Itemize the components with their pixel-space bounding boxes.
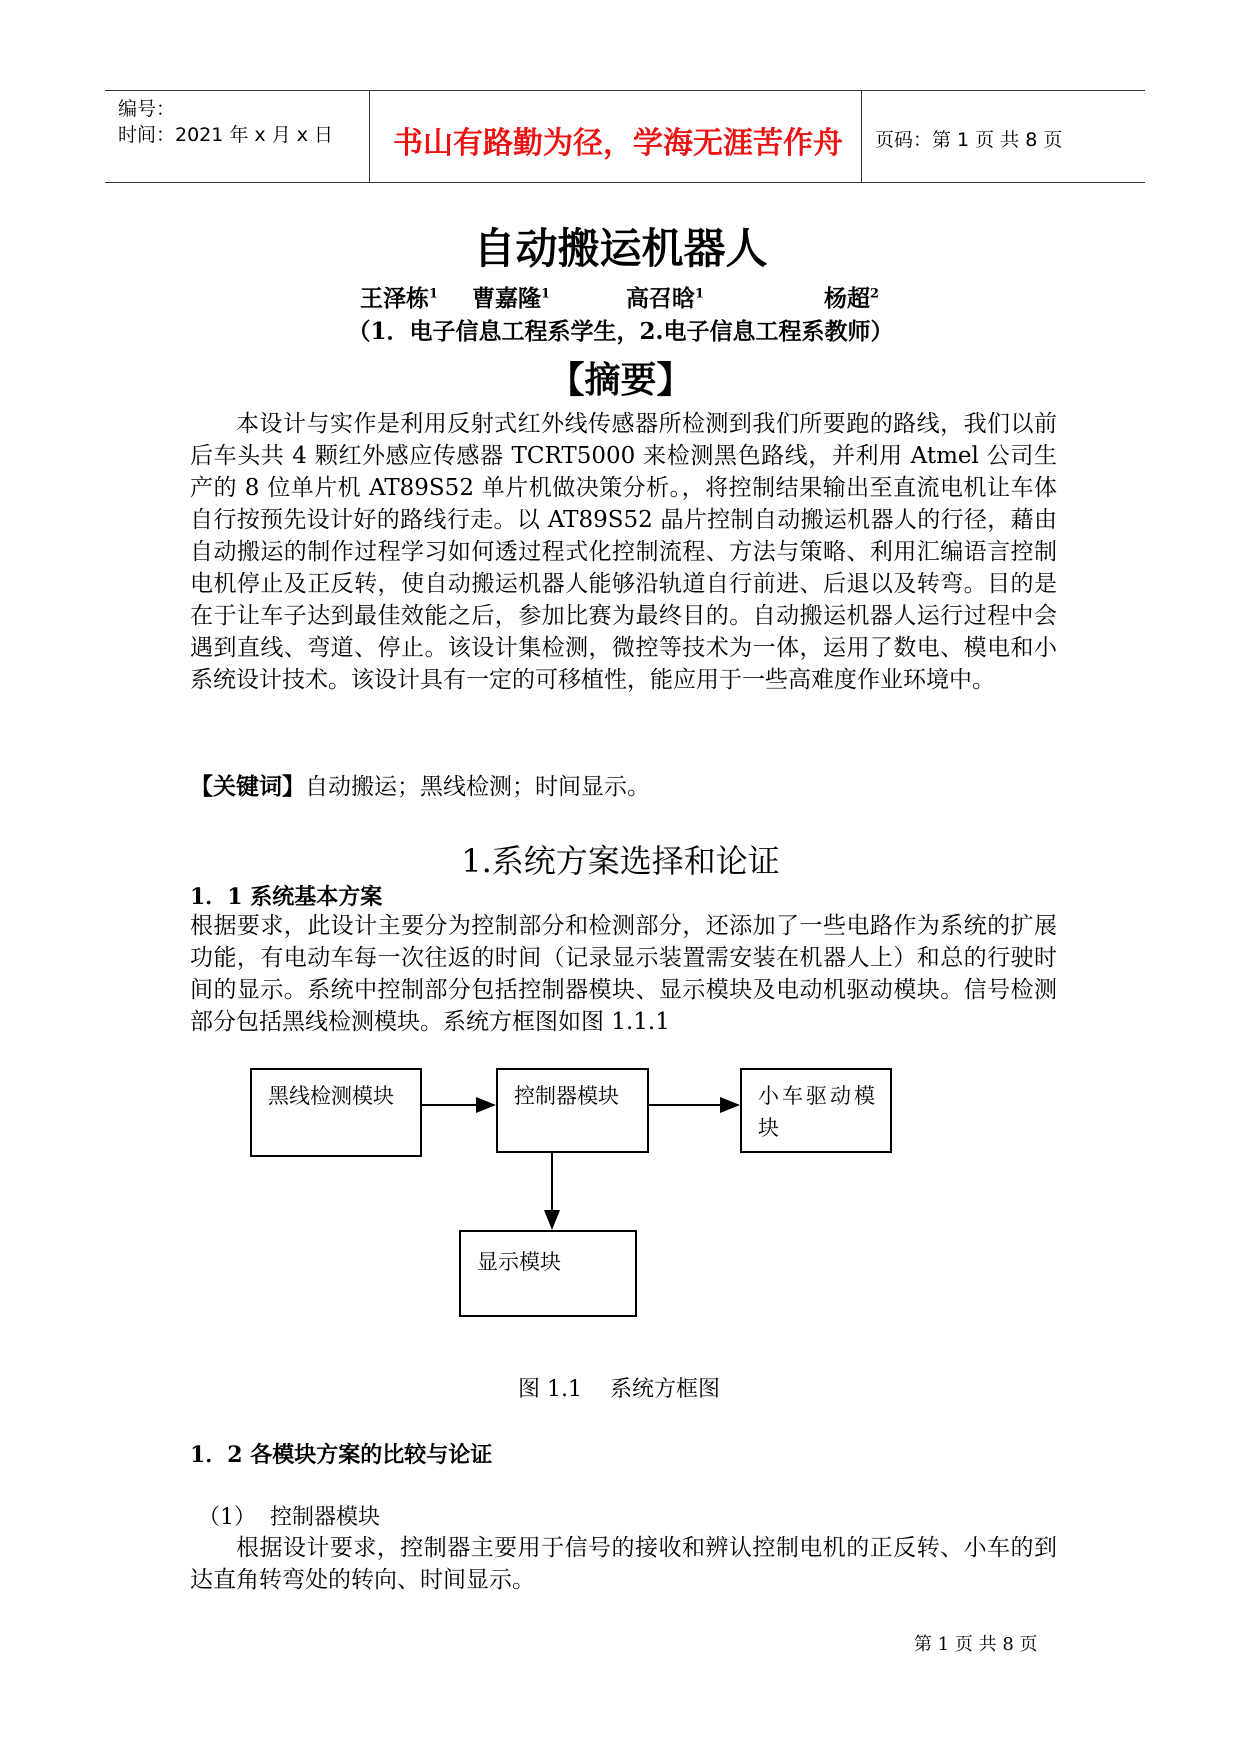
subsection-1-1-body [190,910,1057,1038]
keywords-line [190,768,650,801]
figure-caption: 图 1.1 系统方框图 [518,1377,720,1402]
paper-title: 自动搬运机器人 [473,224,768,273]
affiliation-line: （1．电子信息工程系学生，2.电子信息工程系教师） [347,318,894,345]
author-affiliation-mark: 1 [429,286,439,302]
block-controller-module [496,1068,649,1153]
keywords-text: 自动搬运；黑线检测；时间显示。 [305,774,650,800]
block-display-module [459,1230,637,1317]
author-4 [824,280,879,313]
author-affiliation-mark: 1 [541,286,551,302]
author-1 [360,280,438,313]
item-1-body [190,1532,1057,1596]
item-1-title: （1） 控制器模块 [198,1505,380,1530]
author-affiliation-mark: 2 [870,286,880,302]
block-detection-module [250,1068,422,1157]
abstract-heading: 【摘要】 [548,359,693,401]
header-top-rule [105,90,1145,91]
abstract-text: 本设计与实作是利用反射式红外线传感器所检测到我们所要跑的路线，我们以前后车头共 4 颗红外感应传感器 TCRT5000 来检测黑色路线，并利用 Atmel 公司生产的 8 位单片机 AT89S52 单片机做决策分析。，将控制结果输出至直流电机让车体自行按预先设计好的路线行走。以 AT89S52 晶片控制自动搬运机器人的行径，藉由自动搬运的制作过程学习如何透过程式化控制流程、方法与策略、利用汇编语言控制电机停止及正反转，使自动搬运机器人能够沿轨道自行前进、后退以及转弯。目的是在于让车子达到最佳效能之后，参加比赛为最终目的。自动搬运机器人运行过程中会遇到直线、弯道、停止。该设计集检测，微控等技术为一体，运用了数电、模电和小系统设计技术。该设计具有一定的可移植性，能应用于一些高难度作业环境中。 [190,411,1057,693]
block-detection-label: 黑线检测模块 [268,1084,394,1108]
header-time-label: 时间：2021 年 x 月 x 日 [118,124,334,146]
subsection-1-1-text: 根据要求，此设计主要分为控制部分和检测部分，还添加了一些电路作为系统的扩展功能，有电动车每一次往返的时间（记录显示装置需安装在机器人上）和总的行驶时间的显示。系统中控制部分包括控制器模块、显示模块及电动机驱动模块。信号检测部分包括黑线检测模块。系统方框图如图 1.1.1 [190,913,1057,1035]
block-controller-label: 控制器模块 [514,1084,619,1108]
author-affiliation-mark: 1 [695,286,705,302]
section-1-title: 1.系统方案选择和论证 [461,842,780,880]
author-name: 曹嘉隆 [472,285,541,312]
subsection-1-2-title: 1．2 各模块方案的比较与论证 [190,1442,493,1468]
header-divider-left [369,90,370,182]
item-1-text: 根据设计要求，控制器主要用于信号的接收和辨认控制电机的正反转、小车的到达直角转弯处的转向、时间显示。 [190,1535,1057,1593]
author-name: 杨超 [824,285,870,312]
block-display-label: 显示模块 [477,1250,561,1274]
header-divider-right [861,90,862,182]
author-name: 王泽栋 [360,285,429,312]
page-footer: 第 1 页 共 8 页 [914,1634,1038,1655]
author-2 [472,280,550,313]
block-drive-label: 小车驱动模块 [758,1084,878,1140]
header-number-label: 编号： [118,98,176,120]
subsection-1-1-title: 1．1 系统基本方案 [190,884,383,910]
block-drive-module [740,1068,892,1153]
author-name: 高召晗 [626,285,695,312]
header-bottom-rule [105,182,1145,183]
author-3 [626,280,704,313]
header-page-label: 页码：第 1 页 共 8 页 [875,129,1063,151]
keywords-label: 【关键词】 [190,773,305,800]
header-motto: 书山有路勤为径，学海无涯苦作舟 [393,126,843,161]
abstract-body [190,408,1057,696]
